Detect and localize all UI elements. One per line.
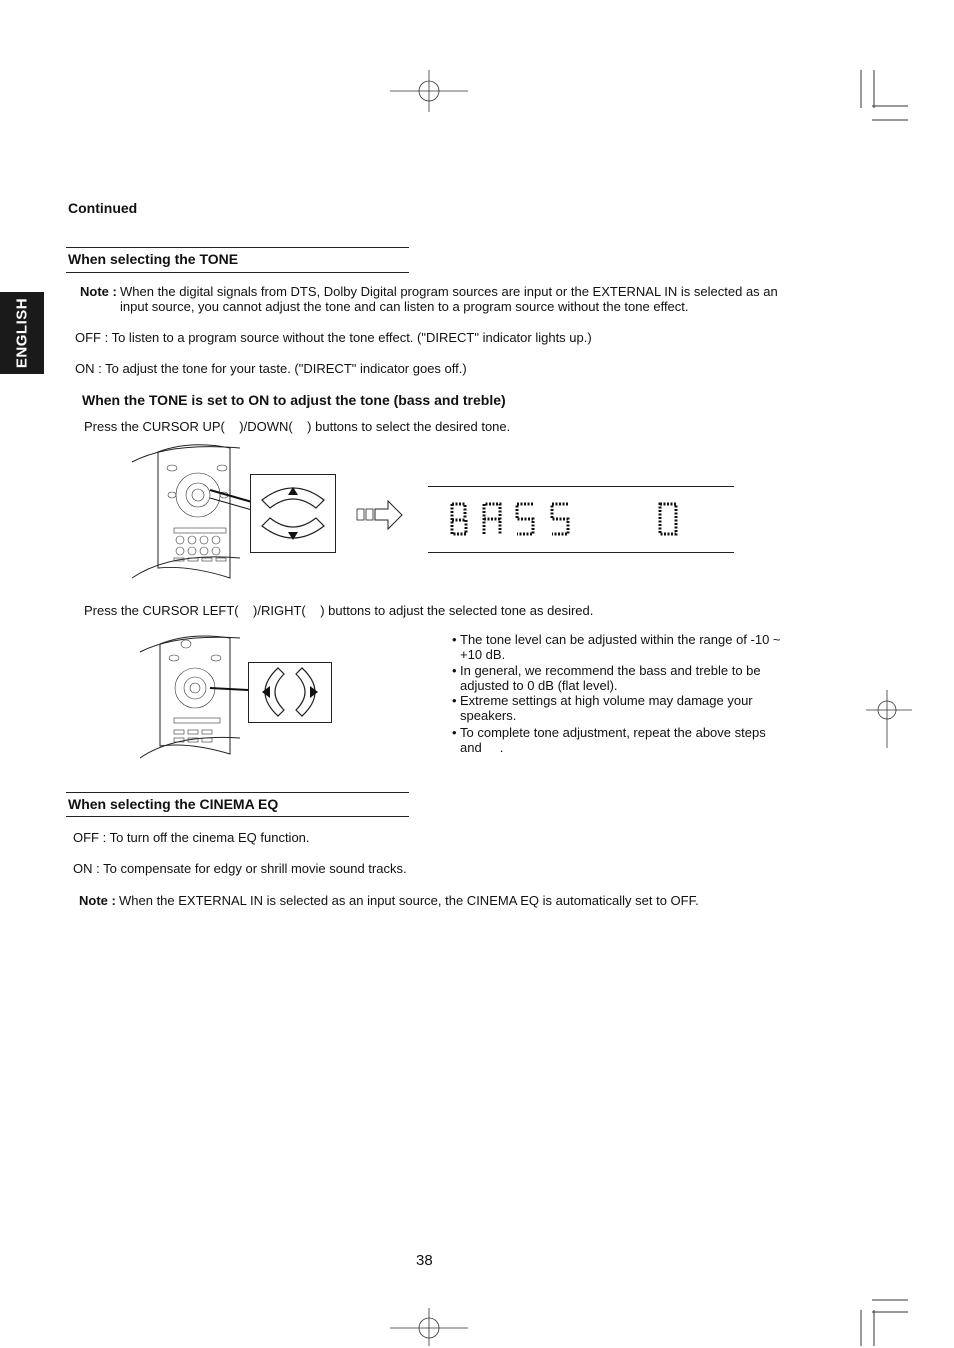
- tone-heading: When selecting the TONE: [68, 251, 239, 267]
- display-readout: [428, 486, 734, 552]
- cinema-eq-heading-bottom-rule: [66, 816, 409, 817]
- bullet-line: speakers.: [460, 708, 517, 723]
- arrow-right-icon: [356, 498, 406, 532]
- cinema-eq-on-description: ON : To compensate for edgy or shrill movie sound tracks.: [73, 861, 407, 876]
- bullet-item: • The tone level can be adjusted within the range of -10 ~ +10 dB.: [452, 632, 792, 662]
- tone-off-description: OFF : To listen to a program source without the tone effect. ("DIRECT" indicator lights up.): [75, 330, 592, 345]
- tone-on-description: ON : To adjust the tone for your taste. ("DIRECT" indicator goes off.): [75, 361, 467, 376]
- bullet-line: In general, we recommend the bass and treble to be: [460, 663, 761, 678]
- bullet-line: adjusted to 0 dB (flat level).: [460, 678, 618, 693]
- bullet-line: To complete tone adjustment, repeat the above steps: [460, 725, 766, 740]
- page-number: 38: [416, 1252, 433, 1269]
- cinema-eq-heading: When selecting the CINEMA EQ: [68, 796, 279, 812]
- tone-note-line1: When the digital signals from DTS, Dolby Digital program sources are input or the EXTERNAL IN is selected as an: [120, 284, 778, 299]
- bullet-line: The tone level can be adjusted within the range of -10 ~: [460, 632, 781, 647]
- tone-heading-top-rule: [66, 247, 409, 248]
- cursor-up-down-callout: [250, 474, 338, 554]
- bullet-item: • To complete tone adjustment, repeat the above steps and .: [452, 725, 792, 755]
- registration-target-icon-right: [866, 690, 914, 750]
- display-bottom-rule: [428, 552, 734, 553]
- cinema-eq-heading-top-rule: [66, 792, 409, 793]
- cinema-eq-off-description: OFF : To turn off the cinema EQ function.: [73, 830, 310, 845]
- registration-target-icon-bottom: [390, 1308, 470, 1348]
- continued-label: Continued: [68, 200, 138, 216]
- language-tab-label: ENGLISH: [13, 297, 31, 369]
- tone-note-label: Note :: [80, 284, 117, 299]
- bullet-item: • Extreme settings at high volume may damage your speakers.: [452, 693, 792, 723]
- crop-mark-icon-top-right: [858, 70, 910, 122]
- crop-mark-icon-bottom-right: [858, 1298, 910, 1348]
- cinema-eq-note-text: When the EXTERNAL IN is selected as an input source, the CINEMA EQ is automatically set to OFF.: [119, 893, 699, 908]
- bullet-line: +10 dB.: [460, 647, 506, 662]
- tone-step1-text: Press the CURSOR UP( )/DOWN( ) buttons to select the desired tone.: [84, 419, 511, 434]
- bullet-line: Extreme settings at high volume may damage your: [460, 693, 753, 708]
- bullet-line: and .: [460, 740, 504, 755]
- tone-heading-bottom-rule: [66, 272, 409, 273]
- bullet-item: • In general, we recommend the bass and treble to be adjusted to 0 dB (flat level).: [452, 663, 792, 693]
- cursor-left-right-callout: [248, 662, 334, 724]
- registration-target-icon-top: [390, 70, 470, 114]
- tone-subheading: When the TONE is set to ON to adjust the tone (bass and treble): [82, 392, 506, 408]
- cinema-eq-note-label: Note :: [79, 893, 116, 908]
- tone-step2-text: Press the CURSOR LEFT( )/RIGHT( ) buttons to adjust the selected tone as desired.: [84, 603, 594, 618]
- language-tab: [0, 292, 44, 374]
- display-readout-text: [0, 0, 1, 1]
- tone-note-line2: input source, you cannot adjust the tone and can listen to a program source without the tone effect.: [120, 299, 689, 314]
